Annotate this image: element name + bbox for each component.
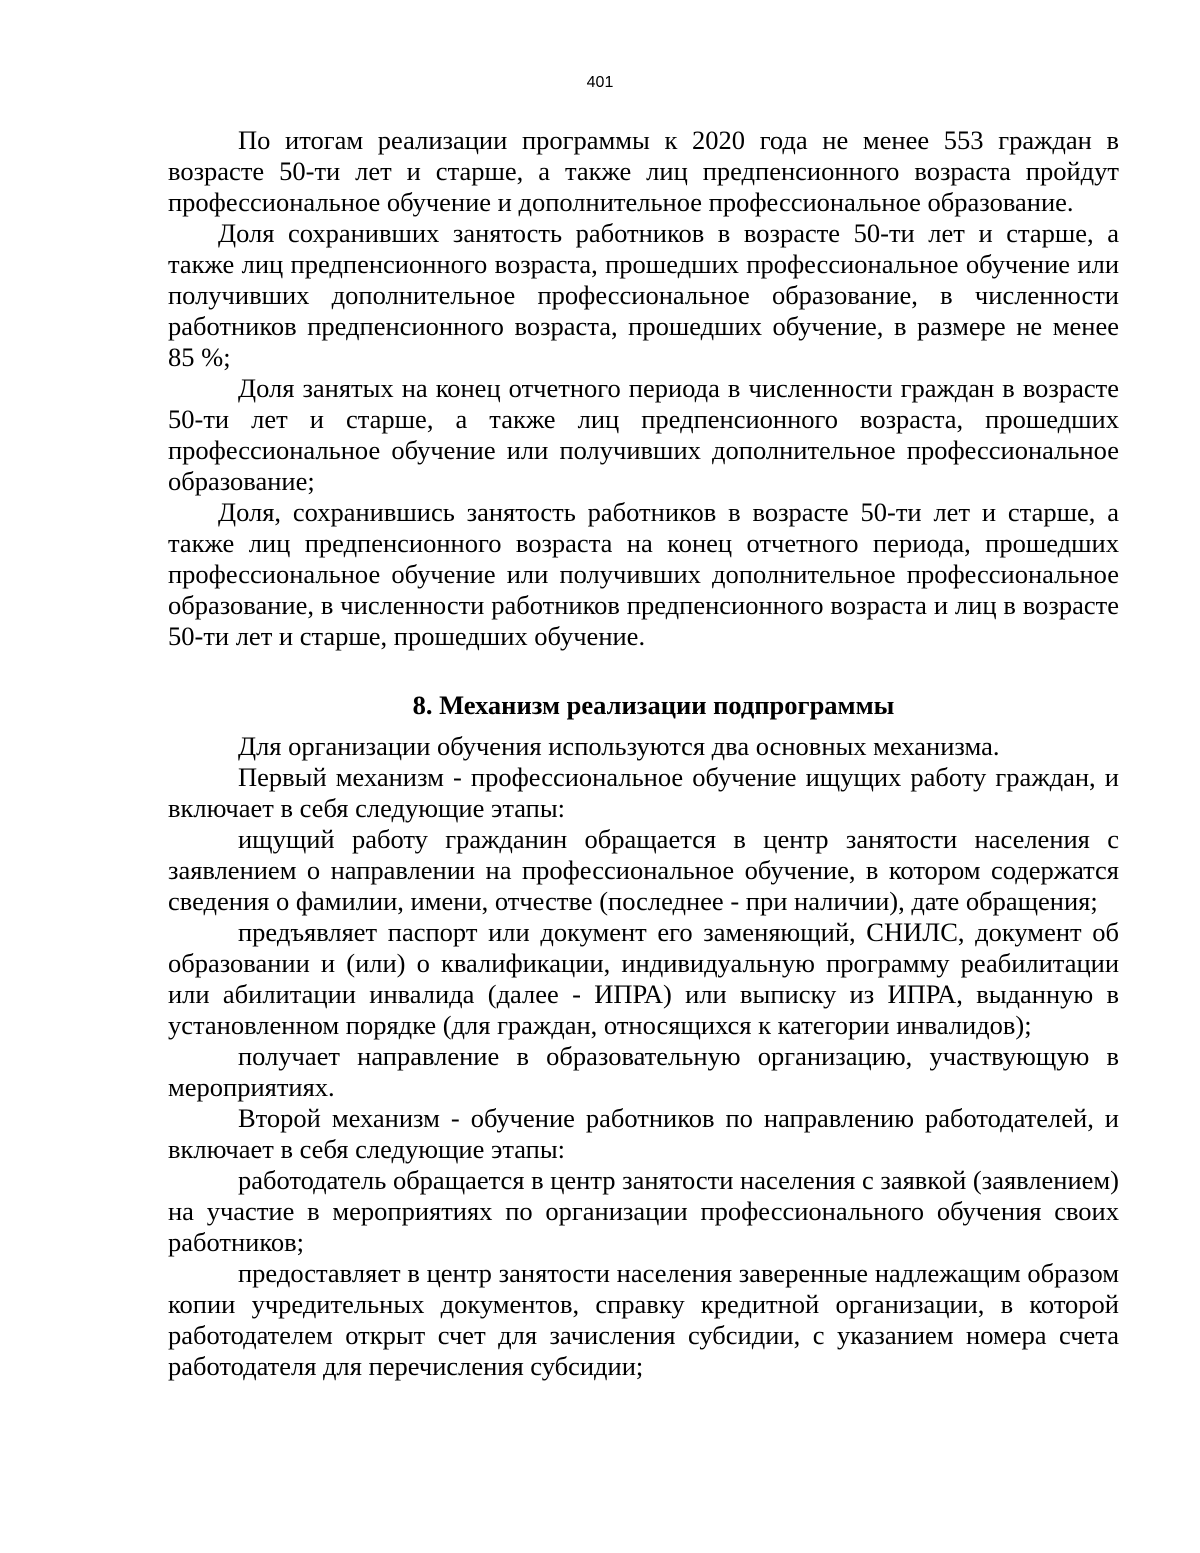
section-heading: 8. Механизм реализации подпрограммы: [412, 690, 895, 720]
paragraph: Доля занятых на конец отчетного периода в численности граждан в возрасте 50-ти лет и старше, а также лиц предпенсионного возраста, прошедших профессиональное обучение или получивших дополнительное профессиональное образование;: [168, 373, 1119, 496]
paragraph: Доля сохранивших занятость работников в возрасте 50-ти лет и старше, а также лиц предпенсионного возраста, прошедших профессиональное обучение или получивших дополнительное профессиональное образование, в численности работников предпенсионного возраста, прошедших обучение, в размере не менее 85 %;: [168, 218, 1119, 372]
document-body: [168, 125, 1119, 1382]
paragraph: предоставляет в центр занятости населения заверенные надлежащим образом копии учредительных документов, справку кредитной организации, в которой работодателем открыт счет для зачисления субсидии, с указанием номера счета работодателя для перечисления субсидии;: [168, 1258, 1119, 1381]
paragraph: работодатель обращается в центр занятости населения с заявкой (заявлением) на участие в мероприятиях по организации профессионального обучения своих работников;: [168, 1165, 1120, 1257]
paragraph: По итогам реализации программы к 2020 года не менее 553 граждан в возрасте 50-ти лет и старше, а также лиц предпенсионного возраста пройдут профессиональное обучение и дополнительное профессиональное образование.: [168, 125, 1119, 217]
paragraph: Для организации обучения используются два основных механизма.: [238, 731, 1000, 761]
paragraph: предъявляет паспорт или документ его заменяющий, СНИЛС, документ об образовании и (или) о квалификации, индивидуальную программу реабилитации или абилитации инвалида (далее - ИПРА) или выписку из ИПРА, выданную в установленном порядке (для граждан, относящихся к категории инвалидов);: [168, 917, 1119, 1040]
paragraph: получает направление в образовательную организацию, участвующую в мероприятиях.: [168, 1041, 1119, 1102]
paragraph: ищущий работу гражданин обращается в центр занятости населения с заявлением о направлении на профессиональное обучение, в котором содержатся сведения о фамилии, имени, отчестве (последнее - при наличии), дате обращения;: [168, 824, 1119, 916]
paragraph: Первый механизм - профессиональное обучение ищущих работу граждан, и включает в себя следующие этапы:: [168, 762, 1119, 823]
paragraph: Доля, сохранившись занятость работников в возрасте 50-ти лет и старше, а также лиц предпенсионного возраста на конец отчетного периода, прошедших профессиональное обучение или получивших дополнительное профессиональное образование, в численности работников предпенсионного возраста и лиц в возрасте 50-ти лет и старше, прошедших обучение.: [168, 497, 1119, 651]
paragraph: Второй механизм - обучение работников по направлению работодателей, и включает в себя следующие этапы:: [168, 1103, 1119, 1164]
page-number: 401: [586, 74, 614, 91]
